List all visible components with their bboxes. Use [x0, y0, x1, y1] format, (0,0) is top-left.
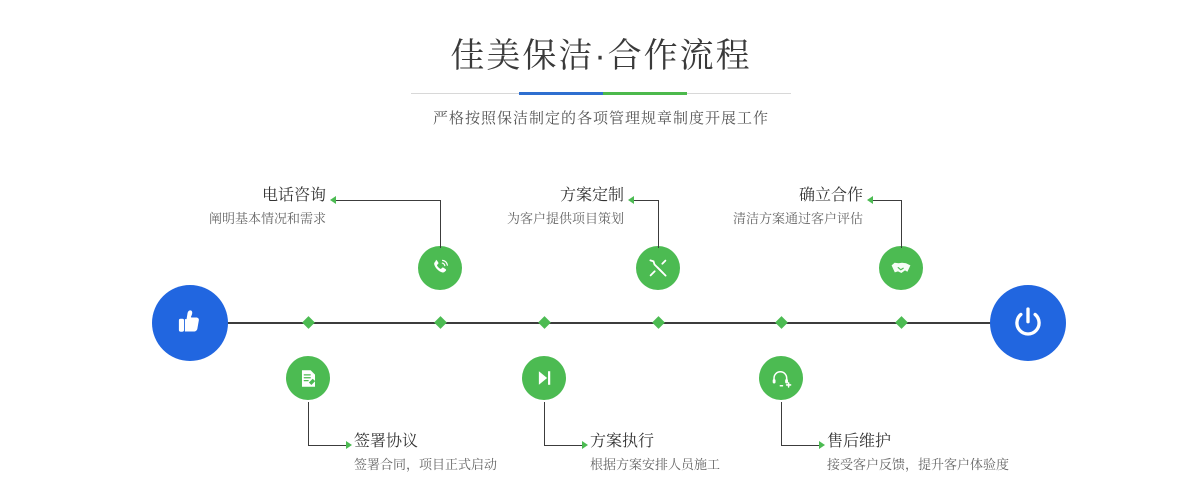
step-node-4[interactable] — [522, 356, 566, 400]
timeline-dot-4 — [538, 316, 551, 329]
step-connector-v-5 — [901, 200, 902, 248]
step-title-4: 方案执行 — [590, 433, 655, 450]
phone-call-icon — [428, 256, 452, 280]
tools-icon — [646, 256, 670, 280]
handshake-icon — [889, 256, 913, 280]
timeline-start-endpoint — [152, 285, 228, 361]
document-edit-icon — [297, 367, 320, 390]
step-desc-4: 根据方案安排人员施工 — [590, 457, 721, 472]
step-title-3: 方案定制 — [559, 187, 624, 204]
timeline-dot-6 — [775, 316, 788, 329]
step-node-3[interactable] — [636, 246, 680, 290]
timeline-axis — [160, 322, 1042, 324]
step-label-6 — [827, 432, 1009, 475]
timeline — [0, 140, 1202, 480]
step-node-5[interactable] — [879, 246, 923, 290]
step-desc-3: 为客户提供项目策划 — [506, 211, 624, 226]
step-title-1: 电话咨询 — [261, 187, 326, 204]
timeline-dot-1 — [434, 316, 447, 329]
thumbs-up-icon — [172, 305, 208, 341]
step-connector-v-2 — [308, 402, 309, 446]
step-desc-5: 清洁方案通过客户评估 — [732, 211, 863, 226]
step-title-6: 售后维护 — [827, 433, 892, 450]
page-subtitle: 严格按照保洁制定的各项管理规章制度开展工作 — [432, 110, 769, 127]
step-connector-v-6 — [781, 402, 782, 446]
timeline-dot-2 — [302, 316, 315, 329]
divider-accent-blue — [519, 92, 603, 95]
step-arrow-2 — [346, 441, 352, 449]
step-label-1 — [0, 186, 326, 229]
step-arrow-5 — [867, 196, 873, 204]
power-icon — [1009, 304, 1047, 342]
timeline-dot-3 — [652, 316, 665, 329]
diagram-header — [0, 34, 1202, 128]
divider-accent-green — [603, 92, 687, 95]
step-connector-v-4 — [544, 402, 545, 446]
step-connector-h-2 — [308, 445, 346, 446]
step-desc-6: 接受客户反馈，提升客户体验度 — [827, 457, 1010, 472]
timeline-dot-5 — [895, 316, 908, 329]
step-connector-h-5 — [873, 200, 901, 201]
play-forward-icon — [533, 367, 555, 389]
step-node-1[interactable] — [418, 246, 462, 290]
step-connector-h-4 — [544, 445, 582, 446]
step-desc-2: 签署合同，项目正式启动 — [354, 457, 498, 472]
step-title-5: 确立合作 — [798, 187, 863, 204]
step-label-2 — [354, 432, 497, 475]
customer-service-add-icon — [770, 367, 793, 390]
title-divider — [411, 92, 791, 95]
step-label-4 — [590, 432, 720, 475]
step-node-2[interactable] — [286, 356, 330, 400]
step-arrow-6 — [819, 441, 825, 449]
step-title-2: 签署协议 — [354, 433, 419, 450]
timeline-end-endpoint — [990, 285, 1066, 361]
step-connector-h-6 — [781, 445, 819, 446]
page-title: 佳美保洁·合作流程 — [450, 37, 752, 75]
step-desc-1: 阐明基本情况和需求 — [208, 211, 326, 226]
step-node-6[interactable] — [759, 356, 803, 400]
step-arrow-4 — [582, 441, 588, 449]
step-label-5 — [580, 186, 863, 229]
